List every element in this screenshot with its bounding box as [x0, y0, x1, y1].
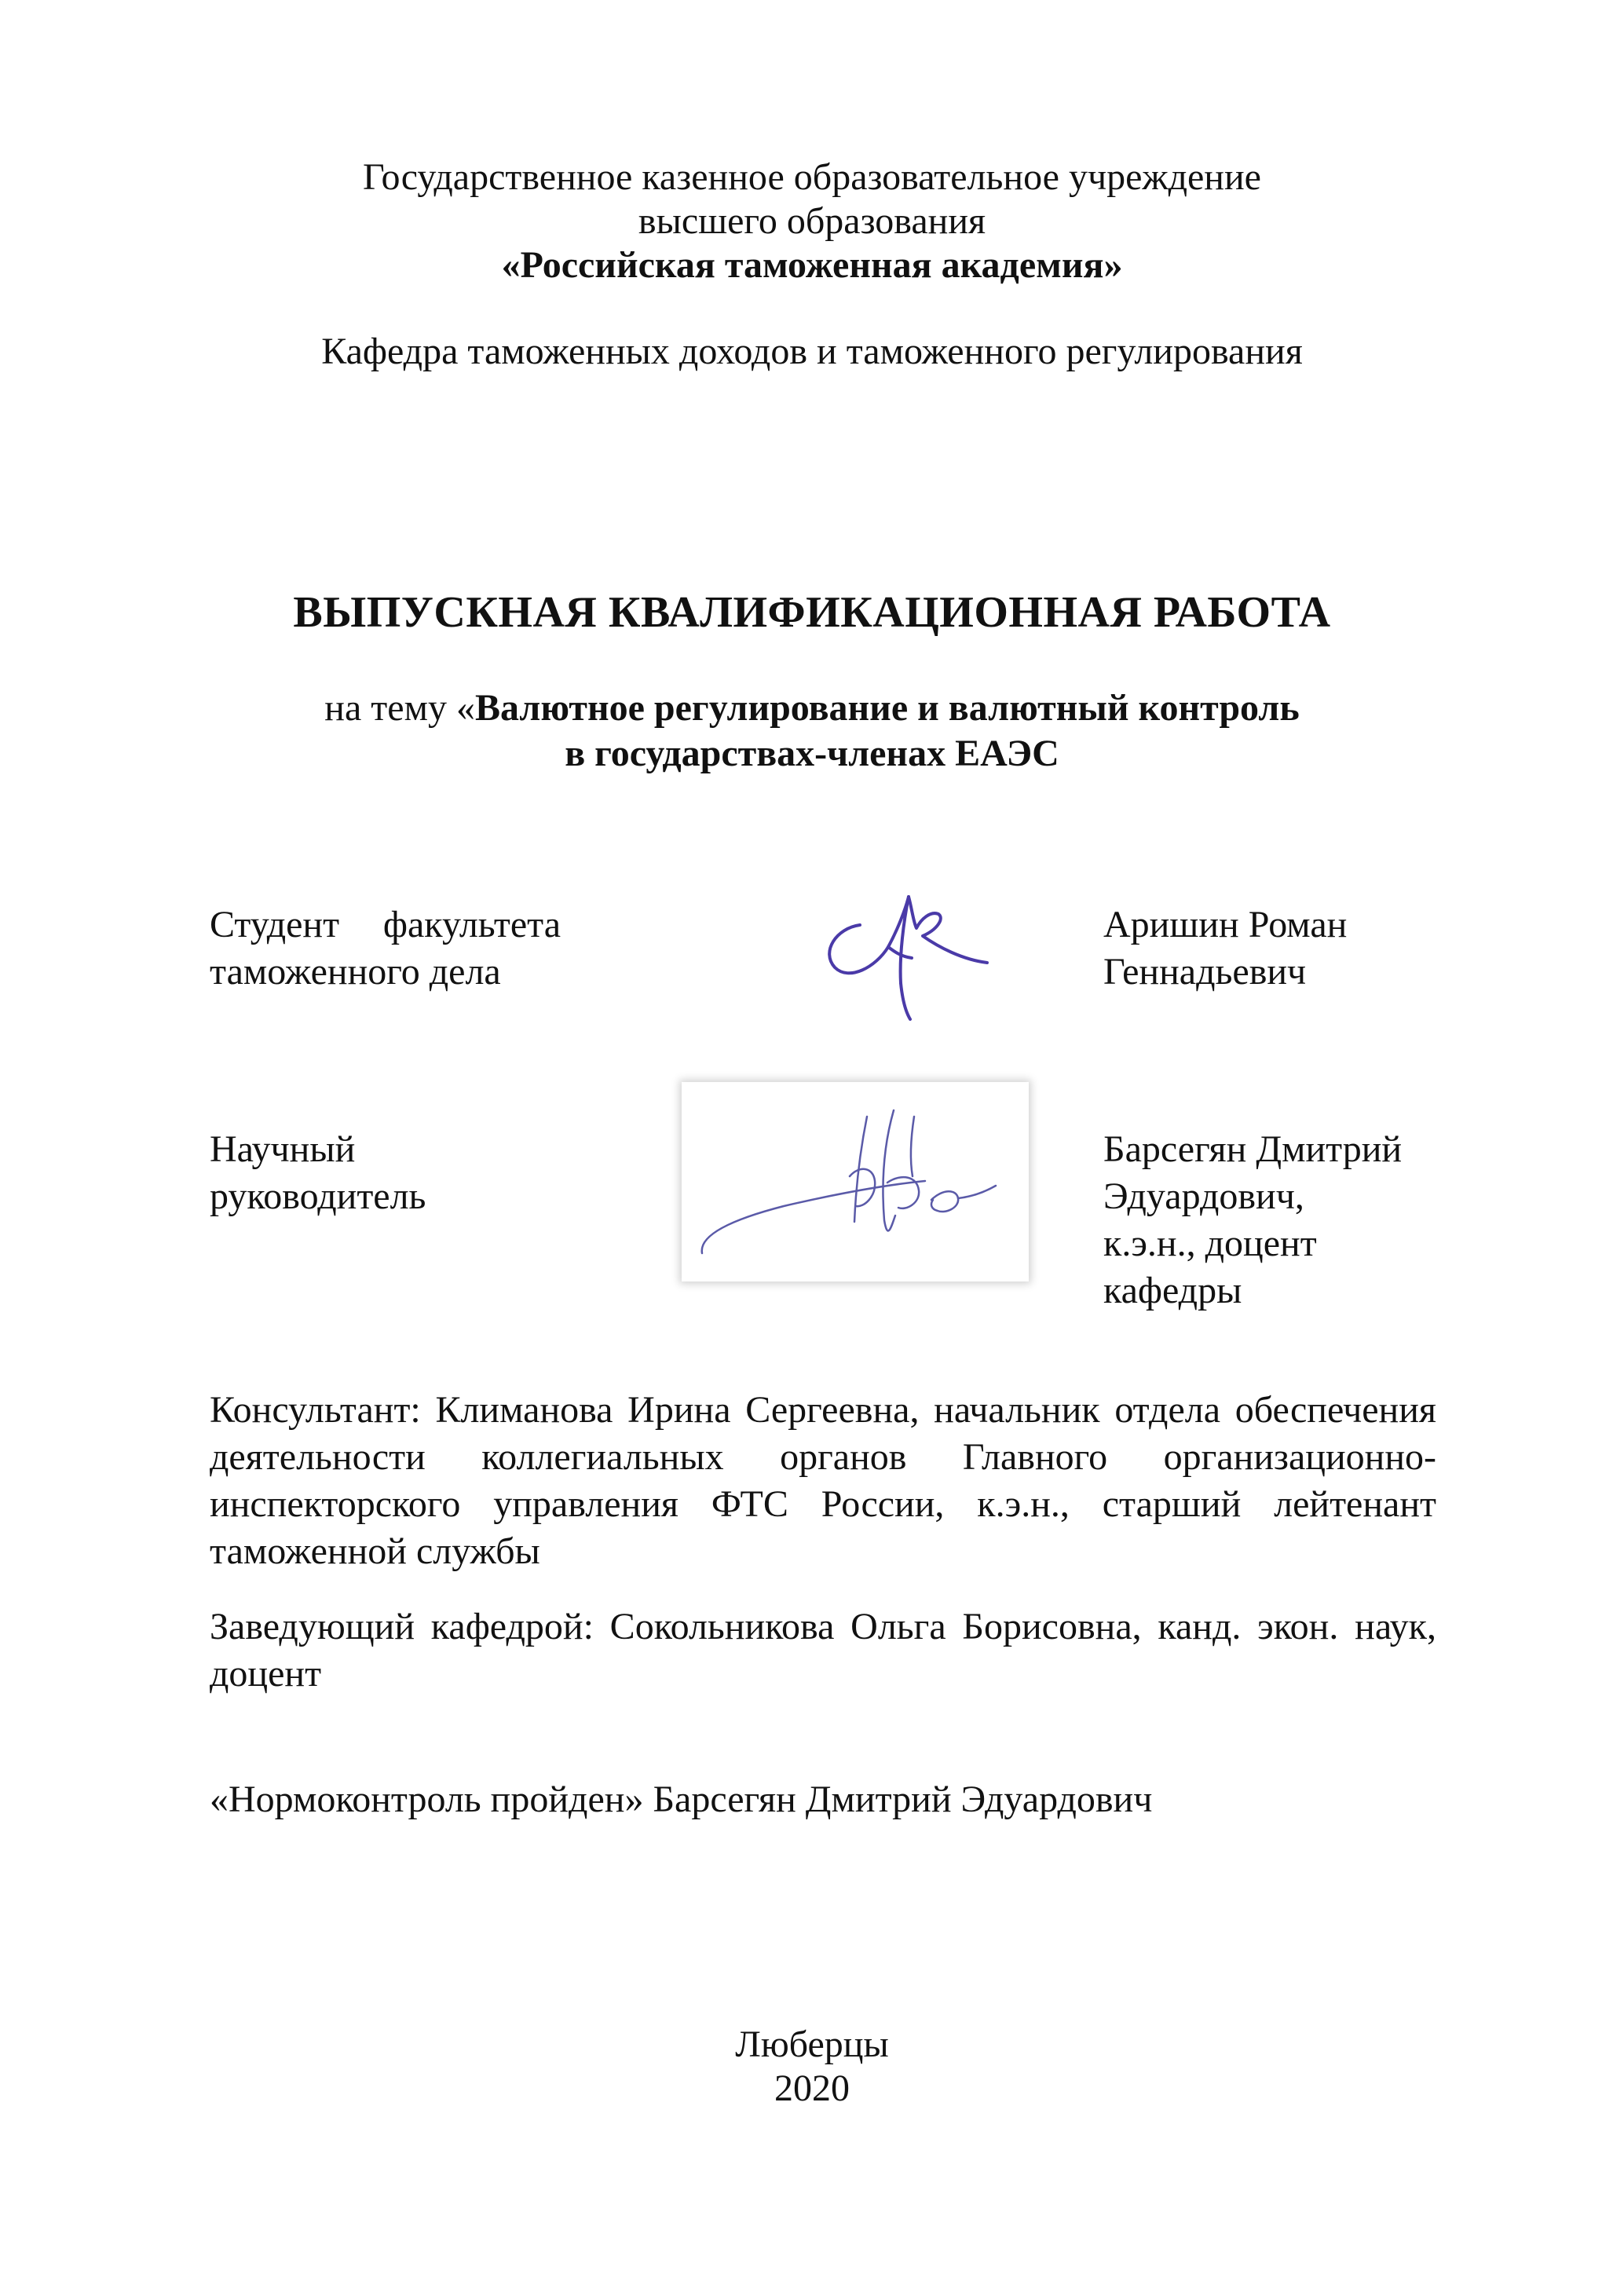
student-name-line-1: Аришин Роман — [1103, 904, 1348, 945]
consultant-line-1: Консультант: Климанова Ирина Сергеевна, начальник отдела обеспечения — [210, 1389, 1436, 1431]
normcontrol-line: «Нормоконтроль пройден» Барсегян Дмитрий Эдуардович — [210, 1779, 1153, 1820]
supervisor-label-line-1: Научный — [210, 1128, 356, 1170]
consultant-line-4: таможенной службы — [210, 1530, 540, 1572]
institution-type-line: Государственное казенное образовательное учреждение — [363, 156, 1261, 198]
consultant-line-2: деятельности коллегиальных органов Главного организационно- — [210, 1436, 1436, 1478]
year: 2020 — [774, 2067, 850, 2109]
student-label-line-2: таможенного дела — [210, 951, 501, 993]
topic-title-part-1: Валютное регулирование и валютный контроль — [474, 687, 1300, 729]
document-title: ВЫПУСКНАЯ КВАЛИФИКАЦИОННАЯ РАБОТА — [293, 588, 1331, 637]
supervisor-name-line-3: к.э.н., доцент — [1103, 1223, 1317, 1264]
supervisor-signature — [682, 1082, 1029, 1281]
supervisor-name-line-4: кафедры — [1103, 1270, 1242, 1311]
topic-title-part-2: в государствах-членах ЕАЭС — [565, 733, 1059, 774]
student-label-line-1: Студент факультета — [210, 904, 561, 945]
supervisor-label-line-2: руководитель — [210, 1175, 426, 1217]
department-name: Кафедра таможенных доходов и таможенного регулирования — [321, 331, 1303, 372]
student-label — [210, 901, 561, 996]
supervisor-name — [1103, 1126, 1402, 1314]
student-name — [1103, 901, 1347, 996]
student-name-line-2: Геннадьевич — [1103, 951, 1307, 993]
institution-name: «Российская таможенная академия» — [501, 244, 1123, 286]
head-of-department-paragraph — [210, 1603, 1436, 1698]
student-signature — [813, 879, 1001, 1029]
topic-prefix: на тему « — [324, 687, 475, 729]
head-line-1: Заведующий кафедрой: Сокольникова Ольга Борисовна, канд. экон. наук, — [210, 1606, 1436, 1647]
consultant-line-3: инспекторского управления ФТС России, к.э.н., старший лейтенант — [210, 1483, 1436, 1525]
supervisor-label — [210, 1126, 426, 1220]
supervisor-signature-frame — [682, 1082, 1029, 1281]
city: Люберцы — [735, 2024, 889, 2065]
supervisor-name-line-2: Эдуардович, — [1103, 1175, 1304, 1217]
institution-level-line: высшего образования — [638, 200, 986, 242]
consultant-paragraph — [210, 1387, 1436, 1575]
topic-line-1 — [0, 685, 1624, 732]
supervisor-name-line-1: Барсегян Дмитрий — [1103, 1128, 1403, 1170]
head-line-2: доцент — [210, 1653, 322, 1695]
